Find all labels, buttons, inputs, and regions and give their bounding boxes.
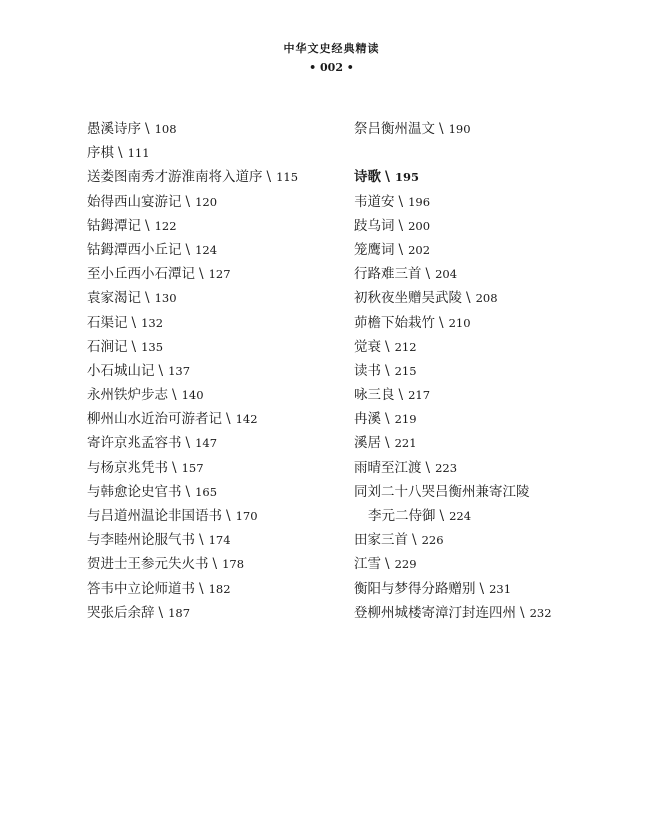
toc-right-column — [354, 117, 624, 625]
toc-entry[interactable] — [87, 165, 337, 189]
toc-page-number: 157 — [181, 460, 204, 475]
toc-entry[interactable] — [87, 286, 337, 310]
toc-entry[interactable] — [354, 335, 624, 359]
toc-separator: \ — [172, 387, 177, 404]
toc-entry-title: 李元二侍御 — [368, 508, 436, 524]
toc-entry[interactable] — [354, 311, 624, 335]
toc-entry[interactable] — [354, 504, 624, 528]
toc-entry[interactable] — [87, 407, 337, 431]
toc-separator: \ — [199, 266, 204, 283]
toc-page-number: 224 — [449, 509, 472, 523]
toc-entry-title: 袁家渴记 — [87, 290, 141, 307]
toc-separator: \ — [185, 483, 191, 500]
toc-page-number: 147 — [195, 436, 218, 451]
toc-entry-title: 觉衰 — [354, 338, 381, 355]
toc-separator: \ — [425, 266, 431, 283]
toc-separator: \ — [466, 290, 471, 307]
toc-separator: \ — [145, 290, 150, 307]
toc-entry-title: 愚溪诗序 — [87, 121, 141, 137]
toc-entry[interactable] — [87, 480, 337, 504]
toc-page-number: 115 — [276, 170, 299, 185]
toc-separator: \ — [145, 217, 150, 234]
toc-separator: \ — [425, 459, 431, 476]
toc-page-number: 219 — [394, 412, 417, 427]
toc-entry[interactable] — [354, 238, 624, 262]
toc-separator: \ — [266, 169, 272, 186]
toc-entry-title: 溪居 — [354, 435, 381, 452]
toc-separator: \ — [131, 338, 137, 355]
toc-entry-title: 行路难三首 — [354, 266, 422, 283]
toc-entry[interactable] — [354, 431, 624, 455]
toc-entry-title: 咏三良 — [354, 387, 395, 404]
toc-entry[interactable] — [354, 601, 624, 625]
toc-entry-title: 茆檐下始栽竹 — [354, 314, 435, 331]
toc-entry-title: 读书 — [354, 362, 381, 379]
toc-entry[interactable] — [354, 214, 624, 238]
toc-entry-title: 初秋夜坐赠吴武陵 — [354, 290, 462, 307]
toc-entry[interactable] — [87, 601, 337, 625]
toc-entry[interactable] — [354, 286, 624, 310]
toc-entry-title: 与杨京兆凭书 — [87, 459, 168, 476]
toc-separator: \ — [145, 121, 150, 137]
toc-page-number: 232 — [529, 605, 552, 620]
toc-entry-title: 笼鹰词 — [354, 241, 395, 258]
toc-separator: \ — [439, 508, 445, 524]
toc-entry[interactable] — [87, 528, 337, 552]
toc-separator: \ — [398, 193, 404, 210]
toc-entry-title: 祭吕衡州温文 — [354, 121, 435, 137]
toc-entry-title: 同刘二十八哭吕衡州兼寄江陵 — [354, 483, 530, 500]
toc-entry[interactable] — [87, 431, 337, 455]
toc-entry-title: 冉溪 — [354, 411, 381, 428]
toc-separator: \ — [185, 193, 191, 210]
toc-page-number: 217 — [408, 388, 431, 403]
toc-page-number: 135 — [141, 339, 164, 354]
toc-entry-title: 韦道安 — [354, 193, 395, 210]
toc-separator: \ — [185, 241, 191, 258]
toc-entry[interactable] — [354, 480, 624, 504]
toc-section-heading[interactable] — [354, 165, 624, 189]
toc-page-number: 195 — [394, 170, 419, 185]
toc-entry[interactable] — [87, 359, 337, 383]
toc-entry-title: 石涧记 — [87, 338, 128, 355]
toc-entry-title: 与韩愈论史官书 — [87, 483, 182, 500]
toc-separator: \ — [212, 556, 218, 573]
toc-page-number: 142 — [235, 412, 258, 427]
toc-entry[interactable] — [87, 117, 337, 141]
toc-separator: \ — [172, 459, 177, 476]
toc-separator: \ — [398, 217, 404, 234]
toc-entry[interactable] — [87, 335, 337, 359]
toc-entry[interactable] — [87, 311, 337, 335]
toc-page-number: 226 — [421, 533, 444, 548]
toc-page-number: 174 — [208, 533, 231, 548]
toc-entry-title: 答韦中立论师道书 — [87, 580, 195, 597]
toc-separator: \ — [158, 362, 164, 379]
toc-entry[interactable] — [354, 577, 624, 601]
toc-page-number: 200 — [408, 218, 431, 233]
toc-separator: \ — [131, 314, 137, 331]
toc-page-number: 223 — [435, 460, 458, 475]
toc-separator: \ — [226, 508, 231, 524]
toc-page-number: 212 — [394, 339, 417, 354]
toc-entry[interactable] — [354, 262, 624, 286]
toc-separator: \ — [118, 145, 123, 162]
toc-page-number: 221 — [394, 436, 417, 451]
toc-separator: \ — [479, 580, 485, 597]
toc-separator: \ — [412, 532, 417, 549]
toc-page-number: 202 — [408, 242, 431, 257]
section-gap — [354, 141, 624, 165]
toc-separator: \ — [385, 169, 390, 186]
toc-page-number: 210 — [448, 315, 471, 330]
toc-page-number: 127 — [208, 267, 231, 282]
toc-entry-title: 江雪 — [354, 556, 381, 573]
toc-entry[interactable] — [87, 262, 337, 286]
toc-entry[interactable] — [87, 238, 337, 262]
toc-separator: \ — [439, 314, 444, 331]
toc-entry-title: 登柳州城楼寄漳汀封连四州 — [354, 604, 516, 621]
toc-entry[interactable] — [87, 577, 337, 601]
toc-page-number: 132 — [141, 315, 164, 330]
toc-separator: \ — [385, 556, 390, 573]
toc-page-number: 182 — [208, 581, 231, 596]
toc-entry[interactable] — [354, 552, 624, 576]
toc-entry[interactable] — [354, 383, 624, 407]
toc-entry-title: 与李睦州论服气书 — [87, 532, 195, 549]
toc-entry[interactable] — [87, 552, 337, 576]
toc-page-number: 124 — [195, 242, 218, 257]
toc-entry-title: 跂乌词 — [354, 217, 395, 234]
toc-entry-title: 雨晴至江渡 — [354, 459, 422, 476]
toc-page-number: 140 — [181, 388, 204, 403]
toc-separator: \ — [385, 362, 390, 379]
toc-entry-title: 送娄图南秀才游淮南将入道序 — [87, 169, 263, 186]
toc-page-number: 137 — [168, 363, 191, 378]
toc-separator: \ — [398, 387, 404, 404]
toc-entry-title: 田家三首 — [354, 532, 408, 549]
toc-page-number: 170 — [235, 509, 258, 523]
toc-separator: \ — [385, 338, 390, 355]
toc-entry[interactable] — [87, 190, 337, 214]
toc-entry-title: 哭张后余辞 — [87, 604, 155, 621]
toc-page-number: 122 — [154, 218, 177, 233]
toc-entry-title: 诗歌 — [354, 169, 381, 186]
toc-entry-title: 永州铁炉步志 — [87, 387, 168, 404]
toc-entry[interactable] — [354, 528, 624, 552]
toc-page-number: 215 — [394, 363, 417, 378]
toc-page-number: 190 — [448, 122, 471, 136]
toc-page-number: 208 — [475, 291, 498, 306]
toc-page-number: 165 — [195, 484, 218, 499]
toc-page-number: 108 — [154, 122, 177, 136]
running-head: 中华文史经典精读 — [283, 42, 380, 55]
toc-entry[interactable] — [354, 117, 624, 141]
toc-entry[interactable] — [87, 504, 337, 528]
toc-left-column — [87, 117, 337, 625]
toc-separator: \ — [439, 121, 444, 137]
toc-entry[interactable] — [354, 359, 624, 383]
toc-separator: \ — [520, 604, 525, 621]
toc-page-number: 196 — [408, 194, 431, 209]
toc-entry-title: 柳州山水近治可游者记 — [87, 411, 222, 428]
toc-separator: \ — [398, 241, 404, 258]
toc-page-number: 178 — [222, 557, 245, 572]
toc-entry-title: 序棋 — [87, 145, 114, 162]
toc-entry[interactable] — [87, 383, 337, 407]
toc-entry-title: 钴鉧潭记 — [87, 217, 141, 234]
toc-entry[interactable] — [354, 407, 624, 431]
toc-page-number: 231 — [489, 581, 512, 596]
toc-entry-title: 钴鉧潭西小丘记 — [87, 241, 182, 258]
toc-page-number: 187 — [168, 605, 191, 620]
toc-entry-title: 与吕道州温论非国语书 — [87, 508, 222, 524]
toc-separator: \ — [185, 435, 191, 452]
toc-page-number: 111 — [127, 146, 150, 161]
toc-separator: \ — [199, 532, 204, 549]
toc-entry-title: 小石城山记 — [87, 362, 155, 379]
toc-separator: \ — [385, 411, 390, 428]
toc-separator: \ — [158, 604, 164, 621]
toc-entry[interactable] — [87, 141, 337, 165]
toc-entry-title: 至小丘西小石潭记 — [87, 266, 195, 283]
toc-page-number: 130 — [154, 291, 177, 306]
toc-separator: \ — [226, 411, 231, 428]
toc-entry-title: 衡阳与梦得分路赠别 — [354, 580, 476, 597]
toc-page-number: 120 — [195, 194, 218, 209]
toc-separator: \ — [199, 580, 204, 597]
toc-page-number: 229 — [394, 557, 417, 572]
toc-entry-title: 寄许京兆孟容书 — [87, 435, 182, 452]
toc-entry[interactable] — [354, 190, 624, 214]
page-number: • 002 • — [309, 61, 354, 74]
toc-page-number: 204 — [435, 267, 458, 282]
toc-entry[interactable] — [87, 456, 337, 480]
toc-entry[interactable] — [354, 456, 624, 480]
toc-entry-title: 贺进士王参元失火书 — [87, 556, 209, 573]
toc-entry-title: 始得西山宴游记 — [87, 193, 182, 210]
toc-entry-title: 石渠记 — [87, 314, 128, 331]
toc-separator: \ — [385, 435, 390, 452]
toc-entry[interactable] — [87, 214, 337, 238]
